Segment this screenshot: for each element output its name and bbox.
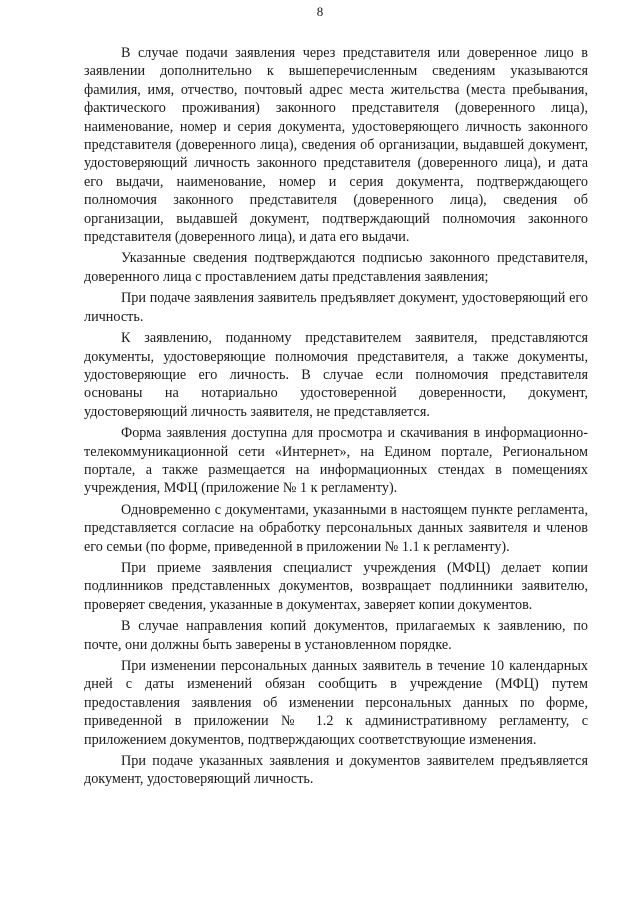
paragraph-identity-document: При подаче заявления заявитель предъявляет документ, удостоверяющий его личность. [84,290,588,325]
page-number: 8 [316,4,324,19]
paragraph-application-form: Форма заявления доступна для просмотра и скачивания в информационно-телекоммуникационной сети «Интернет», на Едином портале, Региональном портале, а также размещается на информационных стендах в помещениях учреждения, МФЦ (приложение № 1 к регламенту). [84,425,588,497]
paragraph-personal-data-consent: Одновременно с документами, указанными в настоящем пункте регламента, представляется согласие на обработку персональных данных заявителя и членов его семьи (по форме, приведенной в приложении № 1.1 к регламенту). [84,501,588,555]
paragraph-representative-details: В случае подачи заявления через представителя или доверенное лицо в заявлении дополнительно к вышеперечисленным сведениям указываются фамилия, имя, отчество, почтовый адрес места жительства (места пребывания, фактического проживания) законного представителя (доверенного лица), наименование, номер и серия документа, удостоверяющего личность законного представителя (доверенного лица), сведения об организации, выдавшей документ, удостоверяющий личность законного представителя (доверенного лица), и дата его выдачи, наименование, номер и серия документа, подтверждающего полномочия законного представителя (доверенного лица), сведения об организации, выдавшей документ, подтверждающий полномочия законного представителя (доверенного лица), и дата его выдачи. [84,45,588,246]
paragraph-data-changes: При изменении персональных данных заявитель в течение 10 календарных дней с даты изменений обязан сообщить в учреждение (МФЦ) путем предоставления заявления об изменении персональных данных по форме, приведенной в приложении № 1.2 к административному регламенту, с приложением документов, подтверждающих соответствующие изменения. [84,658,588,748]
paragraph-document-copies: При приеме заявления специалист учреждения (МФЦ) делает копии подлинников представленных документов, возвращает подлинники заявителю, проверяет сведения, указанные в документах, заверяет копии документов. [84,559,588,613]
paragraph-postal-copies: В случае направления копий документов, прилагаемых к заявлению, по почте, они должны быть заверены в установленном порядке. [84,618,588,653]
paragraph-representative-documents: К заявлению, поданному представителем заявителя, представляются документы, удостоверяющие полномочия представителя, а также документы, удостоверяющие его личность. В случае если полномочия представителя основаны на нотариально удостоверенной доверенности, документ, удостоверяющий личность заявителя, не представляется. [84,330,588,420]
document-body [84,44,588,789]
paragraph-submission-identity: При подаче указанных заявления и документов заявителем предъявляется документ, удостоверяющий личность. [84,753,588,788]
paragraph-signature-confirmation: Указанные сведения подтверждаются подписью законного представителя, доверенного лица с проставлением даты представления заявления; [84,250,588,285]
